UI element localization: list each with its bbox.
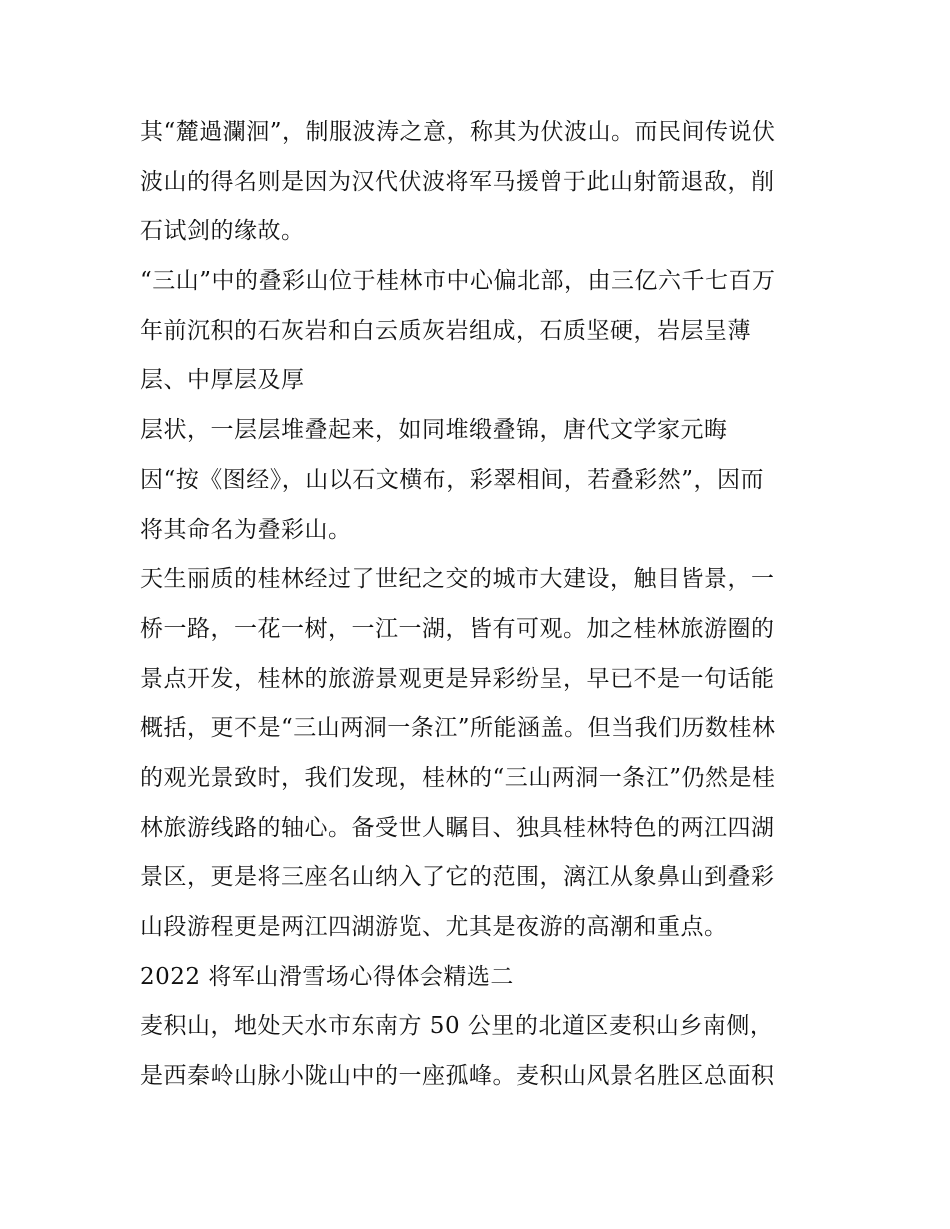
text-line: 是西秦岭山脉小陇山中的一座孤峰。麦积山风景名胜区总面积 [140,1063,775,1090]
text-line: 波山的得名则是因为汉代伏波将军马援曾于此山射箭退敌，削 [140,168,775,195]
text-line: 将其命名为叠彩山。 [140,516,352,543]
text-line: 因“按《图经》，山以石文横布，彩翠相间，若叠彩然”，因而 [140,466,765,493]
text-line: 其“麓過瀾洄”，制服波涛之意，称其为伏波山。而民间传说伏 [140,119,776,145]
text-line: 层状，一层层堆叠起来，如同堆缎叠锦，唐代文学家元晦 [140,417,728,444]
text-line: 概括，更不是“三山两洞一条江”所能涵盖。但当我们历数桂林 [140,715,776,742]
text-line: 林旅游线路的轴心。备受世人瞩目、独具桂林特色的两江四湖 [140,814,775,841]
text-line: 的观光景致时，我们发现，桂林的“三山两洞一条江”仍然是桂 [140,764,776,791]
text-line: 景区，更是将三座名山纳入了它的范围，漓江从象鼻山到叠彩 [140,864,775,891]
text-line: 层、中厚层及厚 [140,367,305,394]
text-line: 天生丽质的桂林经过了世纪之交的城市大建设，触目皆景，一 [140,566,775,593]
text-line: 桥一路，一花一树，一江一湖，皆有可观。加之桂林旅游圈的 [140,615,775,642]
section-heading: 2022 将军山滑雪场心得体会精选二 [140,963,514,990]
text-line: 山段游程更是两江四湖游览、尤其是夜游的高潮和重点。 [140,914,728,940]
text-line: 麦积山，地处天水市东南方 50 公里的北道区麦积山乡南侧， [140,1013,774,1040]
text-line: 年前沉积的石灰岩和白云质灰岩组成，石质坚硬，岩层呈薄 [140,317,751,344]
text-line: 景点开发，桂林的旅游景观更是异彩纷呈，早已不是一句话能 [140,665,775,692]
text-line: “三山”中的叠彩山位于桂林市中心偏北部，由三亿六千七百万 [140,268,776,295]
text-line: 石试剑的缘故。 [140,218,305,245]
document-body [140,108,820,1102]
